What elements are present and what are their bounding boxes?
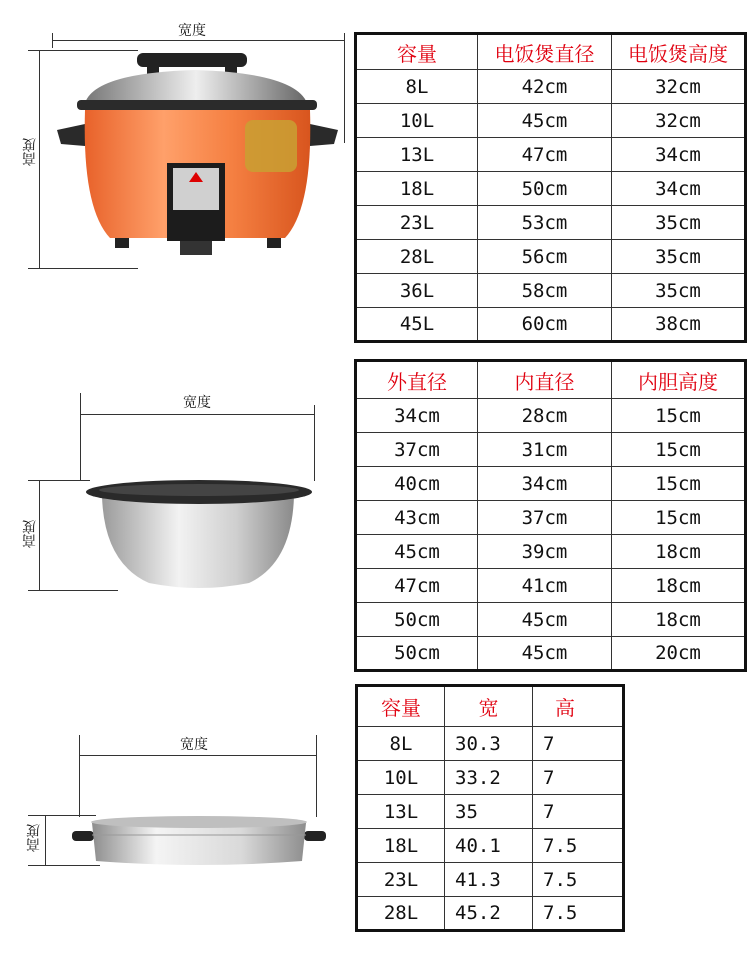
- table3-header-height: 高: [533, 686, 624, 727]
- table1-cell: 56cm: [478, 240, 612, 274]
- table2-cell: 43cm: [356, 501, 478, 535]
- table1-cell: 18L: [356, 172, 478, 206]
- table2-cell: 47cm: [356, 569, 478, 603]
- table2-cell: 18cm: [612, 569, 746, 603]
- table2-cell: 34cm: [478, 467, 612, 501]
- table2-cell: 28cm: [478, 399, 612, 433]
- table1-cell: 35cm: [612, 240, 746, 274]
- table1-header-height: 电饭煲高度: [612, 34, 746, 70]
- table1-cell: 8L: [356, 70, 478, 104]
- table2-cell: 45cm: [356, 535, 478, 569]
- width-tick-right: [344, 33, 345, 143]
- table2-cell: 34cm: [356, 399, 478, 433]
- table1-cell: 53cm: [478, 206, 612, 240]
- table1-cell: 45L: [356, 308, 478, 342]
- table1-cell: 47cm: [478, 138, 612, 172]
- table1-cell: 50cm: [478, 172, 612, 206]
- table2-cell: 18cm: [612, 535, 746, 569]
- steamer-tray-image: [70, 813, 328, 869]
- table3-cell: 8L: [357, 727, 445, 761]
- table1-cell: 23L: [356, 206, 478, 240]
- table1-cell: 58cm: [478, 274, 612, 308]
- table3-cell: 7: [533, 727, 624, 761]
- table3-cell: 35: [445, 795, 533, 829]
- table3-cell: 7.5: [533, 863, 624, 897]
- table3-cell: 13L: [357, 795, 445, 829]
- table2-cell: 40cm: [356, 467, 478, 501]
- table3-cell: 28L: [357, 897, 445, 931]
- table2-cell: 37cm: [356, 433, 478, 467]
- table2-cell: 37cm: [478, 501, 612, 535]
- table1-cell: 60cm: [478, 308, 612, 342]
- table3-cell: 7.5: [533, 897, 624, 931]
- table1-cell: 36L: [356, 274, 478, 308]
- width-dimension-line: [79, 755, 317, 756]
- table3-cell: 45.2: [445, 897, 533, 931]
- height-tick-top: [28, 480, 90, 481]
- table1-cell: 45cm: [478, 104, 612, 138]
- table1-cell: 35cm: [612, 206, 746, 240]
- width-tick-left: [79, 735, 80, 817]
- table2-header-outer-diameter: 外直径: [356, 361, 478, 399]
- table2-cell: 45cm: [478, 603, 612, 637]
- inner-pot-size-table: [354, 359, 747, 672]
- table3-cell: 41.3: [445, 863, 533, 897]
- table2-cell: 39cm: [478, 535, 612, 569]
- table1-cell: 34cm: [612, 138, 746, 172]
- width-tick-left: [52, 33, 53, 48]
- table3-cell: 40.1: [445, 829, 533, 863]
- table2-cell: 31cm: [478, 433, 612, 467]
- table3-cell: 10L: [357, 761, 445, 795]
- table2-cell: 18cm: [612, 603, 746, 637]
- width-label: 宽度: [178, 23, 206, 39]
- table1-header-capacity: 容量: [356, 34, 478, 70]
- height-label: 高度: [22, 138, 38, 166]
- width-dimension-line: [80, 414, 314, 415]
- table2-cell: 15cm: [612, 501, 746, 535]
- table1-cell: 35cm: [612, 274, 746, 308]
- width-label: 宽度: [183, 395, 211, 411]
- table2-cell: 15cm: [612, 467, 746, 501]
- table1-cell: 38cm: [612, 308, 746, 342]
- inner-pot-image: [84, 478, 314, 593]
- height-label: 高度: [26, 824, 42, 852]
- table1-cell: 13L: [356, 138, 478, 172]
- height-dimension-line: [45, 815, 46, 865]
- width-dimension-line: [52, 40, 344, 41]
- table2-header-pot-height: 内胆高度: [612, 361, 746, 399]
- table1-cell: 32cm: [612, 104, 746, 138]
- height-tick-bottom: [28, 268, 138, 269]
- width-tick-right: [314, 405, 315, 481]
- rice-cooker-size-table: [354, 32, 747, 343]
- table2-header-inner-diameter: 内直径: [478, 361, 612, 399]
- table3-cell: 33.2: [445, 761, 533, 795]
- table1-cell: 42cm: [478, 70, 612, 104]
- table1-cell: 10L: [356, 104, 478, 138]
- table3-cell: 30.3: [445, 727, 533, 761]
- table2-cell: 20cm: [612, 637, 746, 671]
- table1-cell: 34cm: [612, 172, 746, 206]
- table1-header-diameter: 电饭煲直径: [478, 34, 612, 70]
- table3-cell: 7: [533, 761, 624, 795]
- rice-cooker-image: [55, 48, 340, 263]
- table2-cell: 45cm: [478, 637, 612, 671]
- width-tick-right: [316, 735, 317, 817]
- steamer-tray-size-table: [355, 684, 625, 932]
- table2-cell: 50cm: [356, 637, 478, 671]
- table3-cell: 23L: [357, 863, 445, 897]
- height-label: 高度: [22, 520, 38, 548]
- table3-header-width: 宽: [445, 686, 533, 727]
- table3-cell: 18L: [357, 829, 445, 863]
- table2-cell: 15cm: [612, 399, 746, 433]
- table2-cell: 15cm: [612, 433, 746, 467]
- table3-cell: 7.5: [533, 829, 624, 863]
- table3-header-capacity: 容量: [357, 686, 445, 727]
- table1-cell: 32cm: [612, 70, 746, 104]
- table2-cell: 41cm: [478, 569, 612, 603]
- width-tick-left: [80, 393, 81, 481]
- table3-cell: 7: [533, 795, 624, 829]
- table1-cell: 28L: [356, 240, 478, 274]
- width-label: 宽度: [180, 737, 208, 753]
- table2-cell: 50cm: [356, 603, 478, 637]
